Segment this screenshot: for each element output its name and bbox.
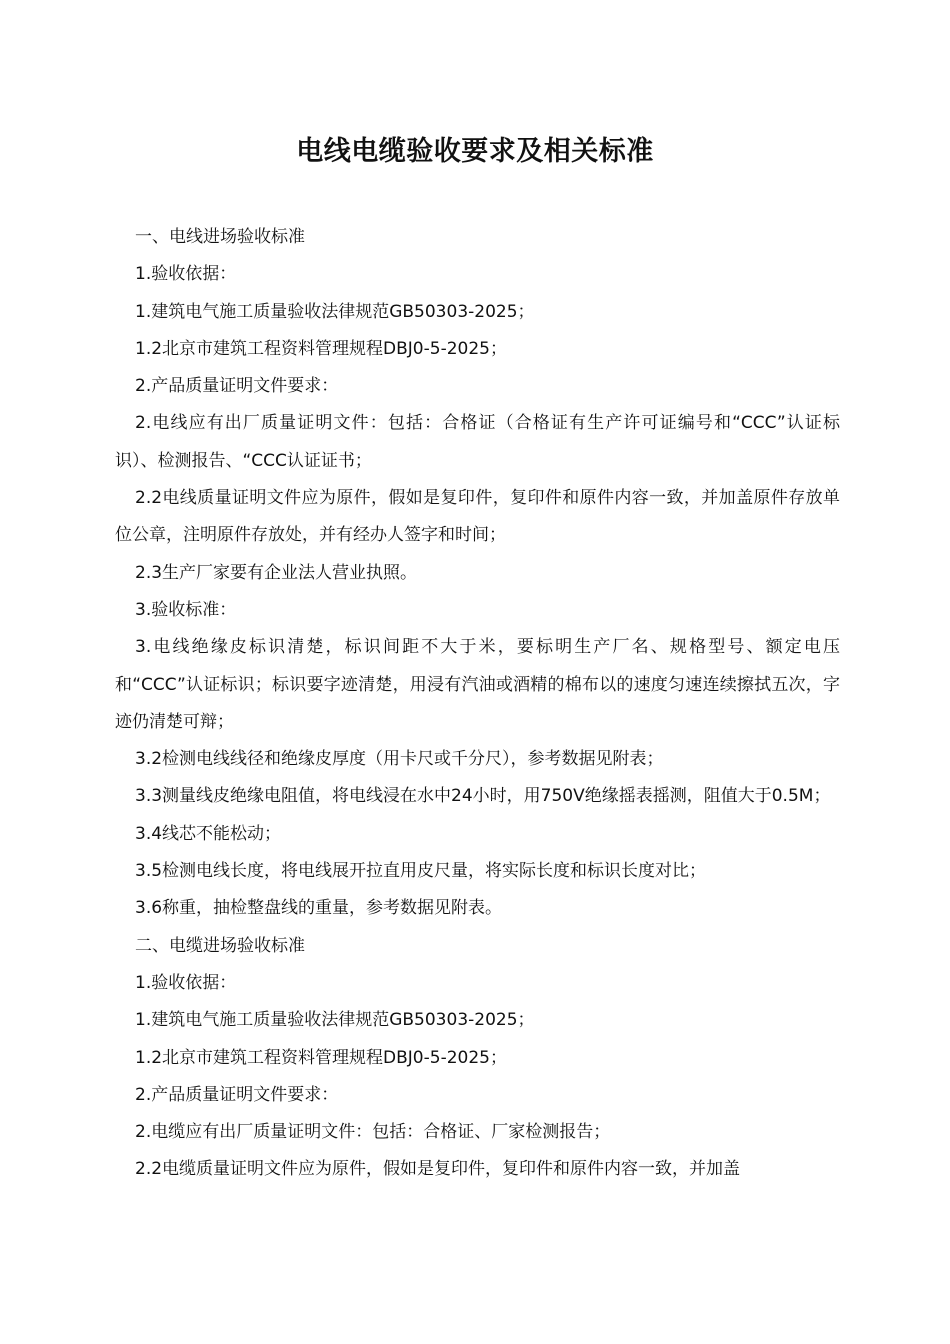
paragraph: 3.5检测电线长度，将电线展开拉直用皮尺量，将实际长度和标识长度对比； [135, 861, 707, 882]
paragraph: 2.3生产厂家要有企业法人营业执照。 [135, 562, 418, 583]
section-heading: 一、电线进场验收标准 [135, 227, 305, 247]
subsection-heading: 3.验收标准： [135, 599, 237, 620]
paragraph: 3.4线芯不能松动； [135, 823, 282, 844]
section-heading: 二、电缆进场验收标准 [135, 935, 305, 956]
paragraph: 2.2电线质量证明文件应为原件，假如是复印件，复印件和原件内容一致，并加盖原件存放单位公章，注明原件存放处，并有经办人签字和时间； [115, 488, 840, 546]
paragraph: 3.电线绝缘皮标识清楚，标识间距不大于米，要标明生产厂名、规格型号、额定电压和“CCC”认证标识；标识要字迹清楚，用浸有汽油或酒精的棉布以的速度匀速连续擦拭五次，字迹仍清楚可辩； [115, 637, 840, 732]
paragraph: 3.3测量线皮绝缘电阻值，将电线浸在水中24小时，用750V绝缘摇表摇测，阻值大于0.5M； [135, 786, 831, 807]
subsection-heading: 2.产品质量证明文件要求： [135, 1084, 339, 1105]
paragraph: 3.2检测电线线径和绝缘皮厚度（用卡尺或千分尺），参考数据见附表； [135, 749, 664, 770]
subsection-heading: 1.验收依据： [135, 972, 237, 993]
paragraph: 2.2电缆质量证明文件应为原件，假如是复印件，复印件和原件内容一致，并加盖 [135, 1159, 741, 1180]
paragraph: 2.电线应有出厂质量证明文件：包括：合格证（合格证有生产许可证编号和“CCC”认证标识）、检测报告、“CCC认证证书； [115, 413, 840, 471]
paragraph: 3.6称重，抽检整盘线的重量，参考数据见附表。 [135, 898, 503, 919]
paragraph: 1.2北京市建筑工程资料管理规程DBJ0-5-2025； [135, 1047, 507, 1068]
subsection-heading: 1.验收依据： [135, 264, 237, 285]
subsection-heading: 2.产品质量证明文件要求： [135, 376, 339, 397]
paragraph: 2.电缆应有出厂质量证明文件：包括：合格证、厂家检测报告； [135, 1122, 611, 1143]
paragraph: 1.2北京市建筑工程资料管理规程DBJ0-5-2025； [135, 338, 507, 359]
document-body [115, 219, 840, 1189]
paragraph: 1.建筑电气施工质量验收法律规范GB50303-2025； [135, 1010, 535, 1031]
paragraph: 1.建筑电气施工质量验收法律规范GB50303-2025； [135, 301, 535, 322]
document-title: 电线电缆验收要求及相关标准 [296, 136, 654, 167]
